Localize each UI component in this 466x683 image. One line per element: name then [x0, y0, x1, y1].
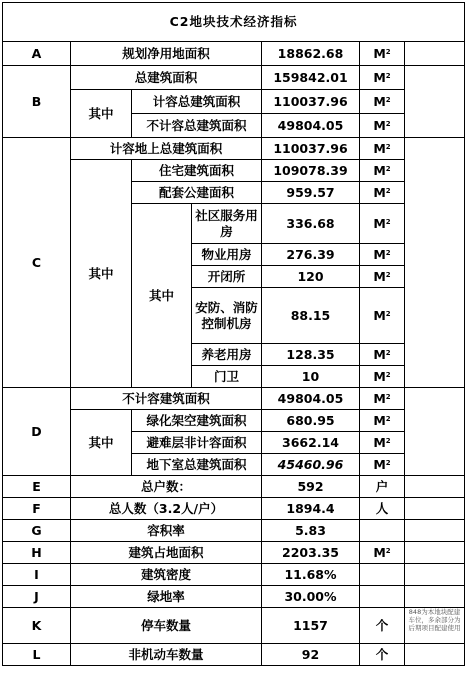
table-row [3, 644, 465, 666]
row-label: 门卫 [192, 366, 262, 388]
row-value: 109078.39 [262, 160, 360, 182]
table-row [3, 564, 465, 586]
row-label: 社区服务用房 [192, 204, 262, 244]
row-label: 容积率 [71, 520, 262, 542]
row-label: 安防、消防控制机房 [192, 288, 262, 344]
row-label: 总户数： [71, 476, 262, 498]
row-value: 159842.01 [262, 66, 360, 90]
table-title: C2地块技术经济指标 [3, 3, 465, 42]
row-unit: 人 [360, 498, 405, 520]
row-note [405, 66, 465, 138]
row-value: 959.57 [262, 182, 360, 204]
row-code: H [3, 542, 71, 564]
row-note [405, 388, 465, 476]
row-code: B [3, 66, 71, 138]
row-unit: $M^2$ [360, 542, 405, 564]
row-label: 开闭所 [192, 266, 262, 288]
row-note [405, 608, 465, 644]
row-note [405, 520, 465, 542]
row-label: 计容总建筑面积 [132, 90, 262, 114]
row-label: 不计容总建筑面积 [132, 114, 262, 138]
row-value: 110037.96 [262, 90, 360, 114]
row-unit: $M^2$ [360, 182, 405, 204]
title-row [3, 3, 465, 42]
row-label: 物业用房 [192, 244, 262, 266]
row-label: 总建筑面积 [71, 66, 262, 90]
row-label: 停车数量 [71, 608, 262, 644]
row-label: 养老用房 [192, 344, 262, 366]
table-row [3, 160, 465, 182]
row-value: 30.00% [262, 586, 360, 608]
row-unit: $M^2$ [360, 410, 405, 432]
row-note [405, 644, 465, 666]
row-label: 总人数（3.2人/户） [71, 498, 262, 520]
row-unit: 户 [360, 476, 405, 498]
row-code: G [3, 520, 71, 542]
row-label: 建筑密度 [71, 564, 262, 586]
row-value: 336.68 [262, 204, 360, 244]
row-value: 592 [262, 476, 360, 498]
table-row [3, 90, 465, 114]
row-note [405, 498, 465, 520]
row-unit: $M^2$ [360, 138, 405, 160]
row-value: 11.68% [262, 564, 360, 586]
table-row [3, 608, 465, 644]
row-value: 10 [262, 366, 360, 388]
row-value: 5.83 [262, 520, 360, 542]
row-code: I [3, 564, 71, 586]
row-value: 18862.68 [262, 42, 360, 66]
row-unit: 个 [360, 644, 405, 666]
row-code: C [3, 138, 71, 388]
row-value: 128.35 [262, 344, 360, 366]
row-value: 3662.14 [262, 432, 360, 454]
row-value: 680.95 [262, 410, 360, 432]
row-label: 不计容建筑面积 [71, 388, 262, 410]
row-code: D [3, 388, 71, 476]
row-value: 2203.35 [262, 542, 360, 564]
table-row [3, 66, 465, 90]
row-label: 地下室总建筑面积 [132, 454, 262, 476]
row-note [405, 564, 465, 586]
row-unit: $M^2$ [360, 432, 405, 454]
row-unit: $M^2$ [360, 388, 405, 410]
row-code: J [3, 586, 71, 608]
table-row [3, 586, 465, 608]
row-unit [360, 564, 405, 586]
parking-note: 848为本地块配建车位，多余部分为后期项目配建使用 [408, 608, 461, 632]
row-label: 避难层非计容面积 [132, 432, 262, 454]
among-label: 其中 [71, 90, 132, 138]
row-unit: $M^2$ [360, 266, 405, 288]
row-unit: 个 [360, 608, 405, 644]
row-unit: $M^2$ [360, 454, 405, 476]
table-row [3, 542, 465, 564]
row-unit [360, 520, 405, 542]
row-note [405, 542, 465, 564]
row-value: 110037.96 [262, 138, 360, 160]
row-value: 120 [262, 266, 360, 288]
row-label: 计容地上总建筑面积 [71, 138, 262, 160]
among-label: 其中 [71, 160, 132, 388]
row-unit: $M^2$ [360, 244, 405, 266]
row-label: 配套公建面积 [132, 182, 262, 204]
among-label: 其中 [132, 204, 192, 388]
row-unit: $M^2$ [360, 66, 405, 90]
row-code: L [3, 644, 71, 666]
row-value: 1157 [262, 608, 360, 644]
row-value: 1894.4 [262, 498, 360, 520]
row-value: 49804.05 [262, 388, 360, 410]
row-unit: $M^2$ [360, 288, 405, 344]
row-note [405, 138, 465, 388]
row-value: 276.39 [262, 244, 360, 266]
row-unit: $M^2$ [360, 366, 405, 388]
row-code: A [3, 42, 71, 66]
table-row [3, 476, 465, 498]
row-note [405, 476, 465, 498]
row-unit: $M^2$ [360, 160, 405, 182]
row-value: 88.15 [262, 288, 360, 344]
row-note [405, 586, 465, 608]
row-label: 建筑占地面积 [71, 542, 262, 564]
row-unit: $M^2$ [360, 114, 405, 138]
indicator-sheet [2, 2, 464, 666]
row-unit: $M^2$ [360, 344, 405, 366]
table-row [3, 520, 465, 542]
row-label: 绿地率 [71, 586, 262, 608]
row-code: K [3, 608, 71, 644]
row-code: E [3, 476, 71, 498]
row-value: 49804.05 [262, 114, 360, 138]
table-row [3, 388, 465, 410]
table-row [3, 410, 465, 432]
indicator-table [2, 2, 465, 666]
row-label: 绿化架空建筑面积 [132, 410, 262, 432]
row-unit [360, 586, 405, 608]
row-note [405, 42, 465, 66]
row-label: 规划净用地面积 [71, 42, 262, 66]
table-row [3, 42, 465, 66]
row-code: F [3, 498, 71, 520]
row-value: 92 [262, 644, 360, 666]
table-row [3, 138, 465, 160]
row-unit: $M^2$ [360, 90, 405, 114]
table-row [3, 498, 465, 520]
row-unit: $M^2$ [360, 204, 405, 244]
row-label: 住宅建筑面积 [132, 160, 262, 182]
row-label: 非机动车数量 [71, 644, 262, 666]
among-label: 其中 [71, 410, 132, 476]
row-unit: $M^2$ [360, 42, 405, 66]
row-value: 45460.96 [262, 454, 360, 476]
